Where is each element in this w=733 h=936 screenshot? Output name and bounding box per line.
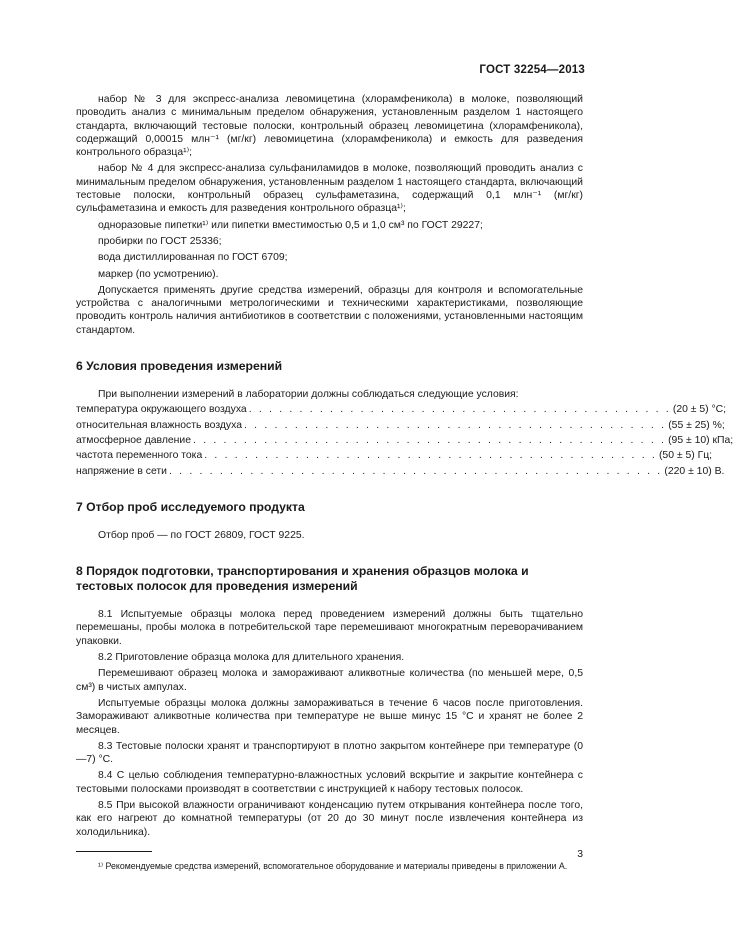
allowance-paragraph: Допускается применять другие средства измерений, образцы для контроля и вспомогательные устройства с аналогичными метрологическими и техническими характеристиками, позволяющие проводить контроль наличия антибиотиков в соответствии с положениями, установленными настоящим стандартом. (76, 284, 583, 336)
leader-dots: . . . . . . . . . . . . . . . . . . . . . . . . . . . . . . . . . . . . . . . . . . . . . (204, 450, 657, 462)
condition-label: температура окружающего воздуха (76, 404, 247, 416)
condition-row (76, 465, 725, 478)
condition-value: (55 ± 25) %; (668, 419, 725, 431)
paragraph-8-3: 8.3 Тестовые полоски хранят и транспортируют в плотно закрытом контейнере при температуре (0—7) °С. (76, 740, 583, 766)
section-7-text: Отбор проб — по ГОСТ 26809, ГОСТ 9225. (98, 529, 305, 541)
leader-dots: . . . . . . . . . . . . . . . . . . . . . . . . . . . . . . . . . . . . . . . . . . . . . . . . . (168, 465, 663, 477)
pipettes-item: одноразовые пипетки¹⁾ или пипетки вместимостью 0,5 и 1,0 см³ по ГОСТ 29227; (98, 219, 483, 231)
leader-dots: . . . . . . . . . . . . . . . . . . . . . . . . . . . . . . . . . . . . . . . . . . . . . . . (193, 434, 667, 446)
condition-value: (220 ± 10) В. (664, 465, 725, 477)
conditions-list (76, 403, 733, 477)
condition-label: относительная влажность воздуха (76, 419, 242, 431)
section-6-lead: При выполнении измерений в лаборатории должны соблюдаться следующие условия: (98, 389, 519, 401)
section-8-heading: 8 Порядок подготовки, транспортирования и хранения образцов молока и тестовых полосок для проведения измерений (76, 564, 529, 594)
kit-4-paragraph: набор № 4 для экспресс-анализа сульфаниламидов в молоке, позволяющий проводить анализ с минимальным пределом обнаружения, установленным разделом 1 настоящего стандарта, включающий тестовые полоски, контрольный образец сульфаметазина, содержащий 0,1 млн⁻¹ (мг/кг) сульфаметазина и емкость для разведения контрольного образца¹⁾; (76, 163, 583, 215)
kit-3-paragraph: набор № 3 для экспресс-анализа левомицетина (хлорамфеникола) в молоке, позволяющий проводить анализ с минимальным пределом обнаружения, установленным разделом 1 настоящего стандарта, включающий тестовые полоски, контрольный образец левомицетина (хлорамфеникола), содержащий 0,00015 млн⁻¹ (мг/кг) левомицетина (хлорамфеникола) и емкость для разведения контрольного образца¹⁾; (76, 94, 583, 159)
condition-value: (20 ± 5) °С; (672, 404, 727, 416)
page-number: 3 (577, 849, 583, 860)
paragraph-8-2-a: Перемешивают образец молока и замораживают аликвотные количества (по меньшей мере, 0,5 см³) в чистых ампулах. (76, 668, 583, 693)
section-7-heading: 7 Отбор проб исследуемого продукта (76, 499, 305, 514)
footnote: ¹⁾ Рекомендуемые средства измерений, вспомогательное оборудование и материалы приведены в приложении А. (98, 860, 568, 871)
paragraph-8-2-b: Испытуемые образцы молока должны замораживаться в течение 6 часов после приготовления. Замораживают аликвотные количества при температуре не выше минус 15 °С и хранят не более 2 месяцев. (76, 697, 583, 736)
paragraph-8-2: 8.2 Приготовление образца молока для длительного хранения. (98, 652, 405, 664)
water-item: вода дистиллированная по ГОСТ 6709; (98, 252, 288, 264)
condition-row (76, 403, 727, 416)
leader-dots: . . . . . . . . . . . . . . . . . . . . . . . . . . . . . . . . . . . . . . . . . . (248, 404, 671, 416)
condition-label: атмосферное давление (76, 434, 192, 446)
section-6-heading: 6 Условия проведения измерений (76, 359, 283, 374)
paragraph-8-1: 8.1 Испытуемые образцы молока перед проведением измерений должны быть тщательно перемешаны, пробы молока в потребительской таре перемешивают многократным переворачиванием упаковки. (76, 609, 583, 647)
tubes-item: пробирки по ГОСТ 25336; (98, 235, 222, 247)
condition-row (76, 419, 725, 432)
condition-value: (95 ± 10) кПа; (668, 434, 733, 446)
condition-row (76, 449, 713, 462)
condition-label: частота переменного тока (76, 450, 203, 462)
standard-code-header: ГОСТ 32254—2013 (479, 64, 585, 76)
paragraph-8-4: 8.4 С целью соблюдения температурно-влажностных условий вскрытие и закрытие контейнера с тестовыми полосками производят в соответствии с инструкцией к набору тестовых полосок. (76, 770, 583, 795)
condition-value: (50 ± 5) Гц; (658, 450, 713, 462)
page-content (76, 93, 733, 872)
condition-row (76, 434, 733, 447)
condition-label: напряжение в сети (76, 465, 167, 477)
footnote-divider (76, 851, 152, 852)
leader-dots: . . . . . . . . . . . . . . . . . . . . . . . . . . . . . . . . . . . . . . . . . . (243, 419, 667, 431)
marker-item: маркер (по усмотрению). (98, 268, 219, 280)
paragraph-8-5: 8.5 При высокой влажности ограничивают конденсацию путем открывания контейнера после того, как его нагреют до комнатной температуры (от 20 до 30 минут после извлечения контейнера из холодильника). (76, 799, 583, 838)
